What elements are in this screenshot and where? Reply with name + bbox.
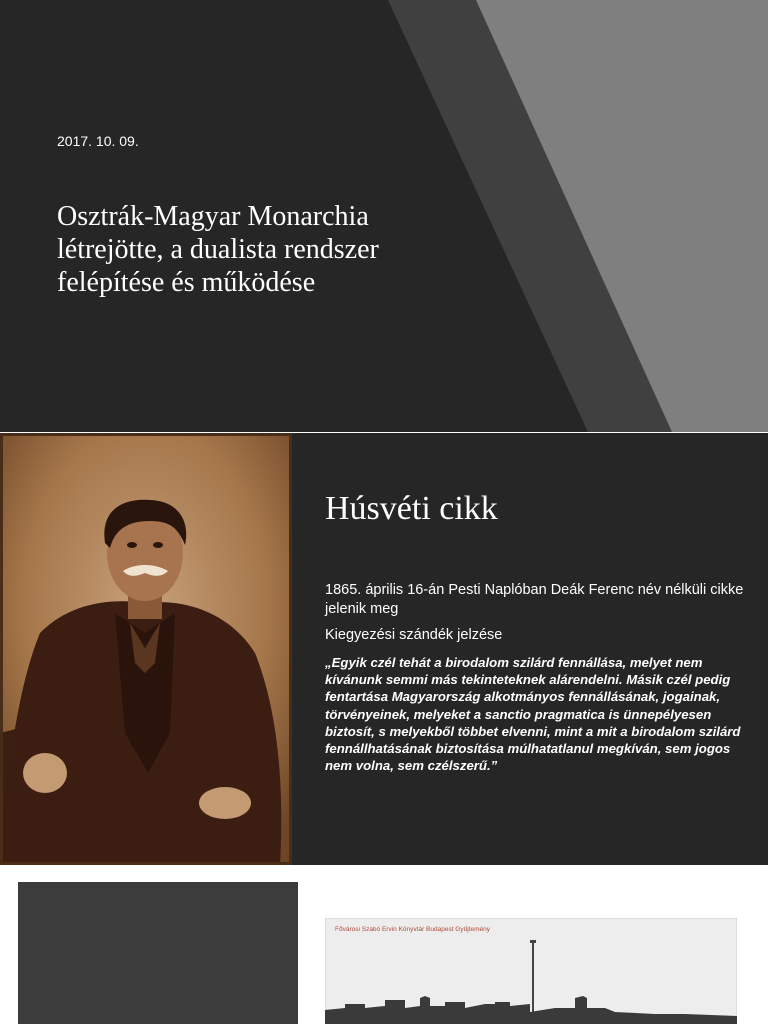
title-line-1: Osztrák-Magyar Monarchia bbox=[57, 201, 369, 232]
photo-caption: Fővárosi Szabó Ervin Könyvtár Budapest Gyűjtemény bbox=[335, 926, 490, 933]
third-slide bbox=[0, 866, 768, 1024]
title-line-2: létrejötte, a dualista rendszer bbox=[57, 234, 379, 265]
slide-date: 2017. 10. 09. bbox=[57, 133, 139, 149]
intro-paragraph: 1865. április 16-án Pesti Naplóban Deák Ferenc név nélküli cikke jelenik meg bbox=[325, 582, 744, 617]
title-line-3: felépítése és működése bbox=[57, 267, 316, 298]
historic-photo bbox=[325, 918, 737, 1024]
slide-title: Húsvéti cikk bbox=[325, 490, 498, 527]
deak-ferenc-portrait bbox=[0, 433, 292, 865]
husveti-cikk-slide bbox=[0, 433, 768, 865]
title-slide bbox=[0, 0, 768, 432]
deak-quote: „Egyik czél tehát a birodalom szilárd fennállása, melyet nem kívánunk semmi más tekinteteknek alárendelni. Másik czél pedig fentartása Magyarország alkotmányos fennállásának, jogainak, törvényeinek, melyeket a sanctio pragmatica is ünnepélyesen biztosít, s melyekből többet elvenni, mint a mit a birodalom szilárd fennállhatásának biztosítása múlhatatlanul megkíván, sem jogos nem volna, sem czélszerű.” bbox=[325, 655, 741, 774]
dark-title-panel bbox=[18, 882, 298, 1024]
subheading-text: Kiegyezési szándék jelzése bbox=[325, 627, 503, 643]
presentation-title bbox=[57, 200, 477, 299]
